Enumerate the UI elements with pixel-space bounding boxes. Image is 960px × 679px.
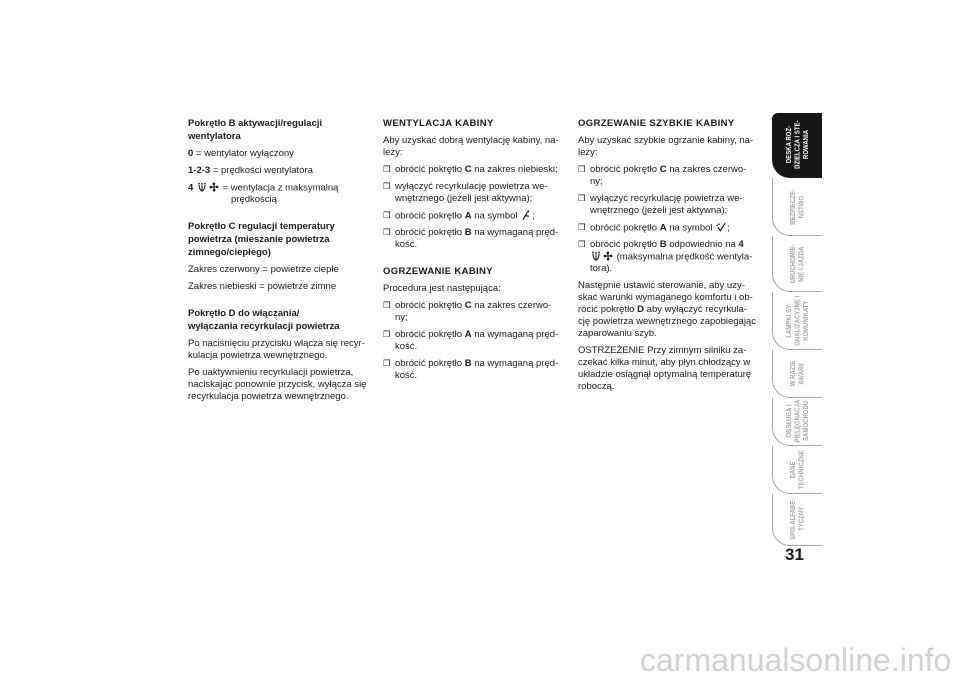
tab-lampki-sygnalizacyjne [772,292,822,350]
text-run: na wymaganą pręd- [471,227,559,238]
text-line [590,176,760,188]
text-line [188,391,370,403]
tab-dane-techniczne [772,446,822,494]
bold-text-run: A [464,329,472,340]
body-paragraph [578,280,760,340]
bold-text-run: B [659,239,667,250]
text-line [395,341,565,353]
bullet-item [383,181,565,205]
text-run: Po naciśnięciu przycisku włącza się recyr- [188,338,365,349]
text-run: odpowiednio na [666,239,739,250]
text-line [383,117,565,130]
text-run: obrócić pokrętło [395,329,465,340]
bullet-glyph: ❒ [383,228,391,238]
bullet-glyph: ❒ [383,211,391,221]
text-run: wnętrznego (jeżeli jest aktywna); [590,205,728,216]
text-line [395,164,565,176]
tab-label: DESKA ROZ- DZIELCZA I STE- ROWANIA [783,120,810,170]
bullet-glyph: ❒ [578,194,586,204]
text-line [188,220,370,233]
tab-w-razie-awarii [772,350,822,398]
bold-text-run: 1-2-3 [188,165,211,176]
bold-text-run: D [637,304,645,315]
text-run: OSTRZEŻENIE Przy zimnym silniku za- [578,345,747,356]
text-run: ny; [590,176,603,187]
text-run: = prędkości wentylatora [210,165,313,176]
text-line [188,182,370,194]
text-line [383,147,565,159]
text-line [188,367,370,379]
body-paragraph [578,345,760,393]
text-run: układzie osiągnął optymalną temperaturę [578,369,752,380]
text-run: wnętrznego (jeżeli jest aktywna); [395,193,533,204]
text-run: obrócić pokrętło [395,164,465,175]
text-run: OGRZEWANIE SZYBKIE KABINY [578,118,735,129]
text-line [395,210,565,222]
text-run: ; [727,222,730,234]
bold-text-run: 0 [188,148,194,159]
column-left [188,117,370,403]
text-line [395,300,565,312]
text-run: czekać kilka minut, aby płyn chłodzący w [578,357,751,368]
body-paragraph [383,135,565,159]
text-run: = wentylator wyłączony [193,148,294,159]
text-run: obrócić pokrętło [395,358,465,369]
text-run: Zakres czerwony = powietrze ciepłe [188,264,339,275]
text-run: wentylatora [188,131,241,142]
column-right [578,117,760,393]
text-line [578,328,760,340]
bold-text-run: 4 [188,182,194,194]
text-run: prędkością [231,194,277,205]
text-run: Następnie ustawić sterowanie, aby uzy- [578,280,745,291]
bullet-item [383,300,565,324]
text-line [188,165,370,177]
subheading [188,117,370,143]
bullet-item [383,227,565,251]
text-run: Aby uzyskać szybkie ogrzanie kabiny, na- [578,135,754,146]
text-line [383,283,565,295]
tab-spis-alfabetyczny [772,494,822,546]
body-paragraph [188,338,370,362]
text-line [188,148,370,160]
text-line [383,265,565,278]
bullet-glyph: ❒ [383,165,391,175]
text-run: (maksymalna prędkość wentyla- [614,251,753,263]
text-run: na zakres czerwo- [471,300,552,311]
bullet-item [578,239,760,275]
bullet-item [383,329,565,353]
body-paragraph [188,264,370,276]
bullet-glyph: ❒ [383,359,391,369]
text-line [590,239,760,251]
text-run: kość. [395,239,418,250]
bullet-item [578,164,760,188]
text-line [188,338,370,350]
text-run: = wentylacja z maksymalną [219,182,339,194]
text-line [578,135,760,147]
text-run: aby wyłączyć recyrkula- [644,304,747,315]
text-run: Procedura jest następująca: [383,283,501,294]
text-line [578,316,760,328]
text-run: Pokrętło C regulacji temperatury [188,221,335,232]
text-run: na symbol [666,222,716,234]
text-run: kulacja powietrza wewnętrznego. [188,350,328,361]
text-line [188,350,370,362]
airflow-max-icon [197,182,207,195]
text-run: tora). [590,263,613,274]
text-line [590,205,760,217]
text-run: recyrkulacja powietrza wewnętrznego. [188,391,349,402]
tab-label: SPIS ALFABE- TYCZNY [787,498,806,541]
subheading [188,220,370,259]
text-run: WENTYLACJA KABINY [383,118,494,129]
text-run: obrócić pokrętło [395,300,465,311]
text-line [578,304,760,316]
text-run: wyłączyć recyrkulację powietrza we- [395,181,548,192]
text-run: wyłączania recyrkulacji powietrza [188,321,340,332]
column-middle [383,117,565,382]
text-run: ny; [395,312,408,323]
text-run: obrócić pokrętło [590,222,660,234]
tab-obsluga-i-pielegnacja [772,398,822,446]
bullet-item [383,164,565,176]
text-run: kość. [395,370,418,381]
text-line [578,280,760,292]
text-line [188,320,370,333]
text-run: na symbol [471,210,521,222]
bullet-glyph: ❒ [383,301,391,311]
bullet-glyph: ❒ [383,330,391,340]
text-run: Zakres niebieski = powietrze zimne [188,281,337,292]
tab-bezpieczenstwo [772,178,822,236]
tab-label: LAMPKI SY- GNALIZACYJNE I KOMUNIKATY [783,295,810,346]
text-line [395,329,565,341]
airflow-max-icon [591,251,601,264]
text-line [395,358,565,370]
text-run: kość. [395,341,418,352]
text-run: Pokrętło B aktywacji/regulacji [188,118,323,129]
bullet-glyph: ❒ [578,165,586,175]
text-run: obrócić pokrętło [590,239,660,250]
text-line [395,193,565,205]
section-heading [383,117,565,130]
section-heading [383,265,565,278]
fan-icon [209,182,219,195]
bold-text-run: A [659,222,667,234]
text-run: rócić pokrętło [578,304,638,315]
text-run: na zakres czerwo- [666,164,747,175]
body-paragraph [188,281,370,293]
text-line [395,181,565,193]
body-paragraph [188,367,370,403]
bullet-glyph: ❒ [383,182,391,192]
body-paragraph [383,283,565,295]
bold-text-run: C [659,164,667,175]
text-run [193,183,196,194]
text-line [578,357,760,369]
text-line [188,379,370,391]
text-line [590,251,760,263]
text-line [188,307,370,320]
text-run: wyłączyć recyrkulację powietrza we- [590,193,743,204]
tab-deska-rozdzielcza [772,113,822,178]
setting-item [188,165,370,177]
text-run: Aby uzyskać dobrą wentylację kabiny, na- [383,135,559,146]
text-line [188,117,370,130]
tab-label: BEZPIECZE- ŃSTWO [787,188,806,225]
text-run: roboczą. [578,381,615,392]
text-run: na wymaganą pręd- [471,358,559,369]
text-line [590,263,760,275]
text-run: Po uaktywnieniu recyrkulacji powietrza, [188,367,354,378]
text-run: zimnego/ciepłego) [188,247,271,258]
text-run: na wymaganą pręd- [471,329,559,340]
text-run: na zakres niebieski; [471,164,558,175]
bullet-item [578,222,760,234]
text-run: Pokrętło D do włączania/ [188,308,300,319]
text-line [578,381,760,393]
text-line [395,239,565,251]
text-run: ; [532,210,535,222]
bullet-item [578,193,760,217]
section-heading [578,117,760,130]
text-run: powietrza (mieszanie powietrza [188,234,330,245]
text-line [590,164,760,176]
text-run: naciskając ponownie przycisk, wyłącza się [188,379,367,390]
text-line [188,194,370,206]
bullet-item [383,210,565,222]
text-line [188,246,370,259]
text-line [188,233,370,246]
bullet-item [383,358,565,382]
tab-label: URUCHOMIE- NIE I JAZDA [787,243,806,284]
text-run: obrócić pokrętło [590,164,660,175]
setting-item [188,182,370,206]
text-run: leży: [578,147,598,158]
watermark: carmanualsonline.info [640,642,952,678]
text-line [395,370,565,382]
section-tabs [772,0,822,560]
tab-uruchomienie-i-jazda [772,236,822,292]
page-number: 31 [785,545,804,564]
text-run: OGRZEWANIE KABINY [383,266,493,277]
bold-text-run: 4 [738,239,744,250]
vent-face-icon [521,210,531,223]
subheading [188,307,370,333]
text-line [578,117,760,130]
bullet-glyph: ❒ [578,240,586,250]
text-line [395,227,565,239]
bold-text-run: B [464,227,472,238]
text-line [578,147,760,159]
bold-text-run: C [464,164,472,175]
text-run: cję powietrza wewnętrznego zapobiegając [578,316,756,327]
text-line [188,264,370,276]
text-run: leży: [383,147,403,158]
tab-label: W RAZIE AWARII [787,360,806,387]
text-line [395,312,565,324]
bold-text-run: A [464,210,472,222]
bold-text-run: B [464,358,472,369]
tab-label: DANE TECHNICZNE [787,450,806,489]
text-line [188,130,370,143]
text-line [383,135,565,147]
text-line [188,281,370,293]
setting-item [188,148,370,160]
bold-text-run: C [464,300,472,311]
text-run: skać warunki wymaganego komfortu i ob- [578,292,753,303]
body-paragraph [578,135,760,159]
text-line [590,222,760,234]
text-line [590,193,760,205]
text-line [578,345,760,357]
fan-icon [603,251,613,264]
text-line [578,292,760,304]
text-run: obrócić pokrętło [395,210,465,222]
defrost-feet-icon [716,222,726,235]
tab-label: OBSŁUGA I PIELĘGNACJA SAMOCHODU [783,400,810,443]
text-run: obrócić pokrętło [395,227,465,238]
text-line [578,369,760,381]
text-run: zaparowaniu szyb. [578,328,657,339]
bullet-glyph: ❒ [578,223,586,233]
